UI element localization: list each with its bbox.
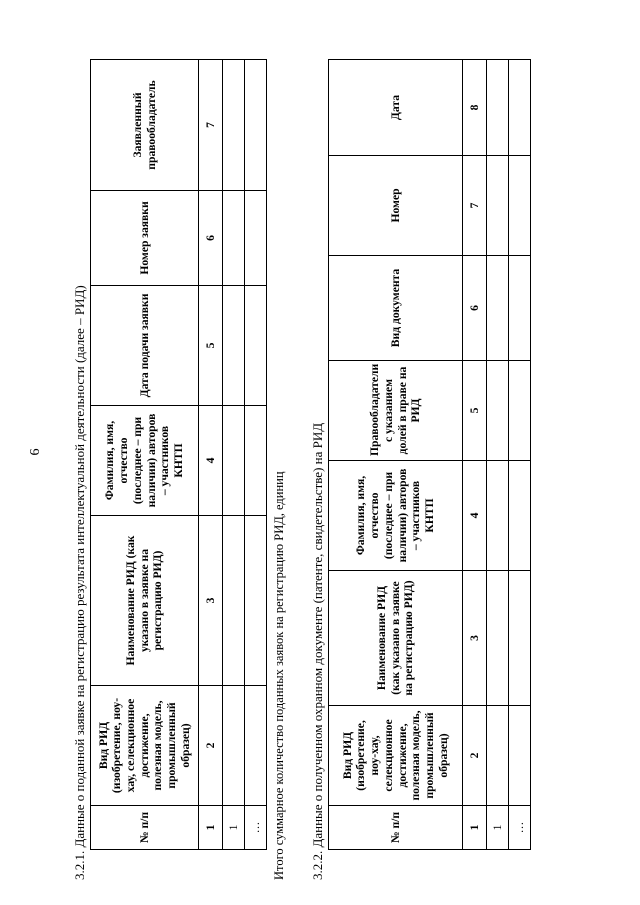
row-number: … — [509, 806, 531, 850]
row-number: 1 — [223, 806, 245, 850]
column-number: 1 — [199, 806, 223, 850]
table-cell — [223, 191, 245, 286]
header-cell: Наименование РИД (как указано в заявке на регистрацию РИД) — [91, 516, 199, 686]
header-cell: Фамилия, имя, отчество (последнее – при наличии) авторов – участников КНТП — [329, 461, 463, 571]
section-322-caption: 3.2.2. Данные о полученном охранном документе (патенте, свидетельстве) на РИД — [310, 422, 325, 880]
header-cell: Наименование РИД (как указано в заявке на регистрацию РИД) — [329, 571, 463, 706]
column-number: 1 — [463, 806, 487, 850]
column-number: 4 — [199, 406, 223, 516]
table-cell — [245, 191, 267, 286]
column-number: 3 — [199, 516, 223, 686]
table-row — [223, 60, 245, 850]
row-number: … — [245, 806, 267, 850]
table-cell — [245, 60, 267, 191]
column-number: 2 — [463, 706, 487, 806]
header-cell: Дата подачи заявки — [91, 286, 199, 406]
section-321-caption: 3.2.1. Данные о поданной заявке на регистрацию результата интеллектуальной деятельности (далее – РИД) — [72, 285, 87, 880]
column-number-row — [463, 60, 487, 850]
header-row — [91, 60, 199, 850]
table-cell — [223, 60, 245, 191]
column-number: 4 — [463, 461, 487, 571]
row-number: 1 — [487, 806, 509, 850]
table-row — [487, 60, 509, 850]
table-cell — [509, 256, 531, 361]
header-cell: Номер — [329, 156, 463, 256]
column-number: 5 — [199, 286, 223, 406]
column-number: 7 — [463, 156, 487, 256]
column-number: 8 — [463, 60, 487, 156]
header-cell: № п/п — [329, 806, 463, 850]
header-cell: Правообладатели с указанием долей в праве на РИД — [329, 361, 463, 461]
header-cell: Фамилия, имя, отчество (последнее – при наличии) авторов – участников КНТП — [91, 406, 199, 516]
rid-application-table — [90, 59, 267, 850]
table-cell — [487, 461, 509, 571]
header-cell: Вид документа — [329, 256, 463, 361]
table-cell — [487, 156, 509, 256]
column-number: 7 — [199, 60, 223, 191]
header-cell: Номер заявки — [91, 191, 199, 286]
header-row — [329, 60, 463, 850]
table-cell — [223, 286, 245, 406]
rid-protection-document-table — [328, 59, 531, 850]
table-row — [509, 60, 531, 850]
column-number: 6 — [199, 191, 223, 286]
table-cell — [245, 516, 267, 686]
column-number: 2 — [199, 686, 223, 806]
column-number: 5 — [463, 361, 487, 461]
header-cell: Вид РИД (изобретение, ноу-хау, селекционное достижение, полезная модель, промышленный образец) — [91, 686, 199, 806]
table-cell — [487, 571, 509, 706]
table-cell — [245, 406, 267, 516]
table-cell — [509, 461, 531, 571]
header-cell: Дата — [329, 60, 463, 156]
table-cell — [223, 686, 245, 806]
table-cell — [223, 516, 245, 686]
table-cell — [223, 406, 245, 516]
page-number: 6 — [28, 448, 43, 456]
header-cell: Заявленный правообладатель — [91, 60, 199, 191]
table-cell — [487, 256, 509, 361]
table-cell — [487, 60, 509, 156]
table-cell — [245, 686, 267, 806]
column-number-row — [199, 60, 223, 850]
column-number: 3 — [463, 571, 487, 706]
header-cell: Вид РИД (изобретение, ноу-хау, селекционное достижение, полезная модель, промышленный образец) — [329, 706, 463, 806]
table-cell — [487, 361, 509, 461]
table-cell — [487, 706, 509, 806]
table-cell — [245, 286, 267, 406]
table-cell — [509, 706, 531, 806]
table-cell — [509, 361, 531, 461]
table-cell — [509, 571, 531, 706]
header-cell: № п/п — [91, 806, 199, 850]
table-cell — [509, 156, 531, 256]
section-321-total-note: Итого суммарное количество поданных заявок на регистрацию РИД, единиц — [272, 471, 286, 880]
column-number: 6 — [463, 256, 487, 361]
table-cell — [509, 60, 531, 156]
table-row — [245, 60, 267, 850]
